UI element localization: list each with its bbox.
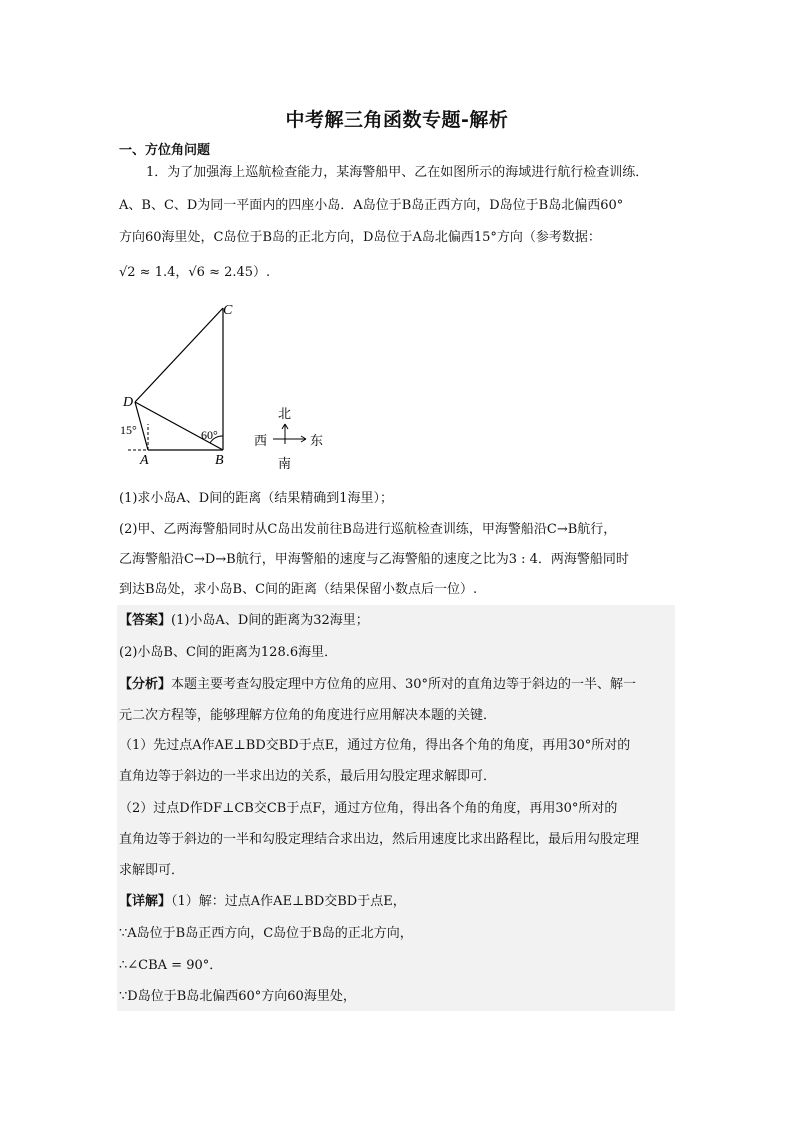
analysis-line-4: 直角边等于斜边的一半求出边的关系，最后用勾股定理求解即可． — [119, 769, 497, 784]
analysis-label: 【分析】 — [119, 677, 172, 692]
section-heading: 一、方位角问题 — [119, 143, 211, 158]
compass-icon — [273, 424, 306, 444]
compass-north: 北 — [278, 406, 292, 421]
compass-west: 西 — [254, 433, 268, 448]
detail-line-1 — [119, 893, 406, 911]
analysis-line-5: （2）过点D作DF⊥CB交CB于点F，通过方位角，得出各个角的角度，再用30°所对的 — [119, 801, 618, 816]
answer-line-2: (2)小岛B、C间的距离为128.6海里． — [119, 645, 338, 660]
analysis-line-7: 求解即可． — [119, 863, 185, 878]
label-a: A — [140, 453, 149, 468]
page-title: 中考解三角函数专题-解析 — [285, 109, 509, 131]
question-2-line-3: 到达B岛处，求小岛B、C间的距离（结果保留小数点后一位）. — [119, 582, 478, 597]
compass-south: 南 — [278, 456, 292, 471]
label-d: D — [123, 395, 134, 410]
analysis-line-1 — [119, 676, 636, 694]
detail-text-1: （1）解：过点A作AE⊥BD交BD于点E， — [171, 894, 406, 909]
analysis-line-6: 直角边等于斜边的一半和勾股定理结合求出边，然后用速度比求出路程比，最后用勾股定理 — [119, 832, 640, 847]
segment-da — [135, 402, 148, 450]
problem-line-3: 方向60海里处，C岛位于B岛的正北方向，D岛位于A岛北偏西15°方向（参考数据： — [119, 230, 601, 245]
detail-line-2: ∵A岛位于B岛正西方向，C岛位于B岛的正北方向， — [119, 926, 413, 941]
problem-line-4: √2 ≈ 1.4，√6 ≈ 2.45）. — [119, 265, 271, 280]
compass-east: 东 — [310, 433, 324, 448]
question-2-line-1: (2)甲、乙两海警船同时从C岛出发前往B岛进行巡航检查训练，甲海警船沿C→B航行， — [119, 522, 617, 537]
answer-label: 【答案】 — [119, 613, 172, 628]
analysis-line-3: （1）先过点A作AE⊥BD交BD于点E，通过方位角，得出各个角的角度，再用30°所对的 — [119, 738, 631, 753]
question-2-line-2: 乙海警船沿C→D→B航行，甲海警船的速度与乙海警船的速度之比为3 : 4．两海警船同时 — [119, 552, 629, 567]
detail-line-3: ∴∠CBA = 90°． — [119, 958, 223, 973]
answer-text-1: (1)小岛A、D间的距离为32海里； — [171, 613, 369, 628]
geometry-figure — [110, 296, 350, 474]
label-angle-15: 15° — [120, 423, 137, 437]
analysis-text-1: 本题主要考查勾股定理中方位角的应用、30°所对的直角边等于斜边的一半、解一 — [171, 677, 637, 692]
label-c: C — [223, 303, 233, 318]
label-b: B — [215, 453, 224, 468]
segment-cd — [135, 308, 223, 402]
analysis-line-2: 元二次方程等，能够理解方位角的角度进行应用解决本题的关键． — [119, 708, 497, 723]
problem-line-2: A、B、C、D为同一平面内的四座小岛．A岛位于B岛正西方向，D岛位于B岛北偏西60° — [119, 198, 624, 213]
detail-line-4: ∵D岛位于B岛北偏西60°方向60海里处， — [119, 989, 356, 1004]
question-1: (1)求小岛A、D间的距离（结果精确到1海里）； — [119, 491, 393, 506]
problem-line-1: 1．为了加强海上巡航检查能力，某海警船甲、乙在如图所示的海域进行航行检查训练． — [146, 165, 649, 180]
answer-line-1 — [119, 612, 369, 630]
label-angle-60: 60° — [201, 428, 218, 442]
detail-label: 【详解】 — [119, 894, 172, 909]
